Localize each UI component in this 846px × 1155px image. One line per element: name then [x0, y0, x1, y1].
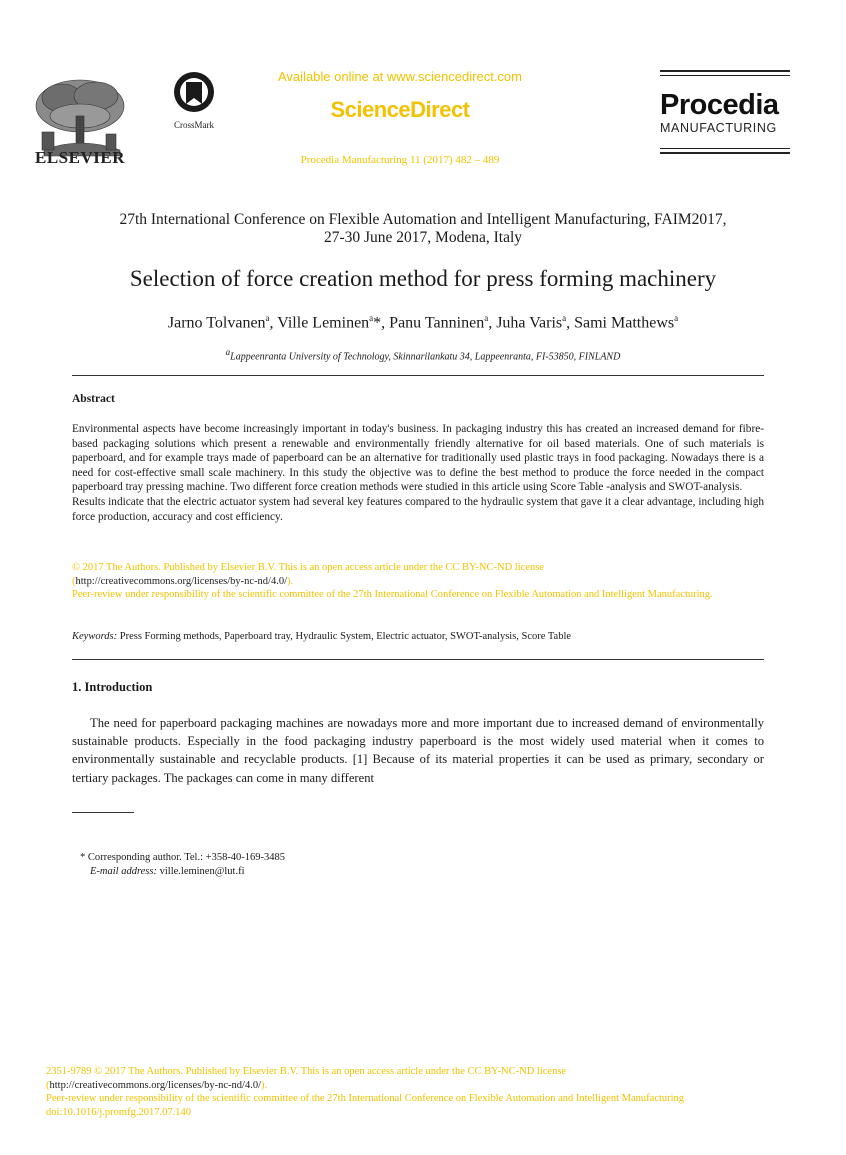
paren: ). [261, 1079, 268, 1091]
crossmark-badge[interactable] [166, 70, 222, 130]
conference-line-2: 27-30 June 2017, Modena, Italy [323, 229, 523, 246]
procedia-manufacturing-logo [660, 70, 790, 154]
author-list: Jarno Tolvanen$^a$, Ville Leminen$^a$*, Panu Tanninen$^a$, Juha Varis$^a$, Sami Matthews$^a$ [167, 313, 679, 332]
divider [72, 375, 764, 376]
section-heading: 1. Introduction [72, 680, 153, 694]
author-name: Sami Matthews [574, 314, 675, 332]
footer-license-link[interactable]: http://creativecommons.org/licenses/by-nc-nd/4.0/ [49, 1079, 262, 1091]
author-affil-mark: a [369, 313, 374, 323]
footnote [80, 851, 285, 879]
paper-title: Selection of force creation method for press forming machinery [129, 266, 717, 291]
crossmark-label: CrossMark [174, 120, 214, 130]
abstract-paragraph: Results indicate that the electric actuator system had several key features compared to the hydraulic system that gave it a clear advantage, including high force production, accuracy and cost efficiency. [72, 495, 764, 523]
keywords-text: Press Forming methods, Paperboard tray, Hydraulic System, Electric actuator, SWOT-analysis, Score Table [119, 631, 572, 642]
author-affil-mark: a [484, 313, 489, 323]
procedia-subtitle: MANUFACTURING [660, 121, 777, 135]
author-affil-mark: a [674, 313, 679, 323]
affil-mark: a [225, 347, 231, 357]
peer-review-note: Peer-review under responsibility of the scientific committee of the 27th International Conference on Flexible Automation and Intelligent Manufacturing. [72, 589, 713, 601]
author-affil-mark: a [562, 313, 567, 323]
elsevier-wordmark: ELSEVIER [35, 148, 125, 167]
divider [72, 659, 764, 660]
author-name: Juha Varis [496, 314, 563, 332]
footer-license: 2351-9789 © 2017 The Authors. Published by Elsevier B.V. This is an open access article under the CC BY-NC-ND license [46, 1066, 567, 1077]
license-link[interactable]: http://creativecommons.org/licenses/by-nc-nd/4.0/ [75, 575, 288, 587]
logo-rule [660, 75, 790, 76]
footer-peer-review: Peer-review under responsibility of the scientific committee of the 27th International Conference on Flexible Automation and Intelligent Manufacturing [46, 1093, 685, 1105]
footnote-divider [72, 812, 134, 813]
journal-reference: Procedia Manufacturing 11 (2017) 482 – 489 [300, 154, 500, 166]
license-url-line [72, 575, 764, 589]
keywords-label: Keywords: [72, 631, 118, 642]
abstract-heading: Abstract [72, 393, 115, 405]
logo-rule [660, 70, 790, 72]
email-line [80, 865, 285, 879]
logo-rule [660, 152, 790, 154]
doi[interactable]: doi:10.1016/j.promfg.2017.07.140 [46, 1106, 191, 1118]
logo-rule [660, 148, 790, 149]
crossmark-icon [172, 70, 216, 114]
introduction-body: The need for paperboard packaging machines are nowadays more and more important due to increased demand of environmentally sustainable products. Especially in the food packaging industry paperboard is the most widely used material when it comes to environmentally sustainable and recyclable products. [1] Because of its material properties it can be used as primary, secondary or tertiary packages. The packages can come in many different [72, 716, 764, 785]
footer-url-line [46, 1079, 806, 1093]
paren: ( [46, 1079, 50, 1091]
author-name: Jarno Tolvanen [167, 314, 266, 332]
license-notice [72, 561, 764, 602]
author-affil-mark: a [265, 313, 270, 323]
conference-name [40, 211, 806, 247]
email-address[interactable]: ville.leminen@lut.fi [159, 866, 245, 877]
conference-line-1: 27th International Conference on Flexible Automation and Intelligent Manufacturing, FAIM2017, [119, 211, 727, 228]
corresponding-mark: * [373, 314, 382, 332]
abstract-body [72, 422, 764, 524]
abstract-paragraph: Environmental aspects have become increasingly important in today's business. In packaging industry this has created an increased demand for fibre-based packaging solutions which present a renewable and environmentally friendly alternative for oil based materials. One of such materials is paperboard, and for example trays made of paperboard can be an alternative for traditionally used plastic trays in food packaging. Nowadays there is a need for cost-effective small scale machinery. In this study the objective was to define the best method to produce the force needed in the compact paperboard tray pressing machine. Two different force creation methods were studied in this article using Score Table -analysis and SWOT-analysis. [72, 423, 764, 494]
corresponding-author: * Corresponding author. Tel.: +358-40-169-3485 [80, 852, 286, 863]
affiliation [40, 347, 806, 362]
page-footer [46, 1065, 806, 1119]
paren: ( [72, 575, 76, 587]
sciencedirect-logo: ScienceDirect [330, 97, 470, 122]
email-label: E-mail address: [90, 866, 157, 877]
paren: ). [287, 575, 294, 587]
author-name: Ville Leminen [277, 314, 370, 332]
keywords [72, 631, 764, 642]
affil-text: Lappeenranta University of Technology, Skinnarilankatu 34, Lappeenranta, FI-53850, FINLAND [230, 351, 621, 363]
author-name: Panu Tanninen [389, 314, 485, 332]
available-online-text[interactable]: Available online at www.sciencedirect.com [278, 69, 522, 84]
procedia-title: Procedia [660, 89, 779, 121]
license-line: © 2017 The Authors. Published by Elsevier B.V. This is an open access article under the CC BY-NC-ND license [72, 562, 544, 573]
